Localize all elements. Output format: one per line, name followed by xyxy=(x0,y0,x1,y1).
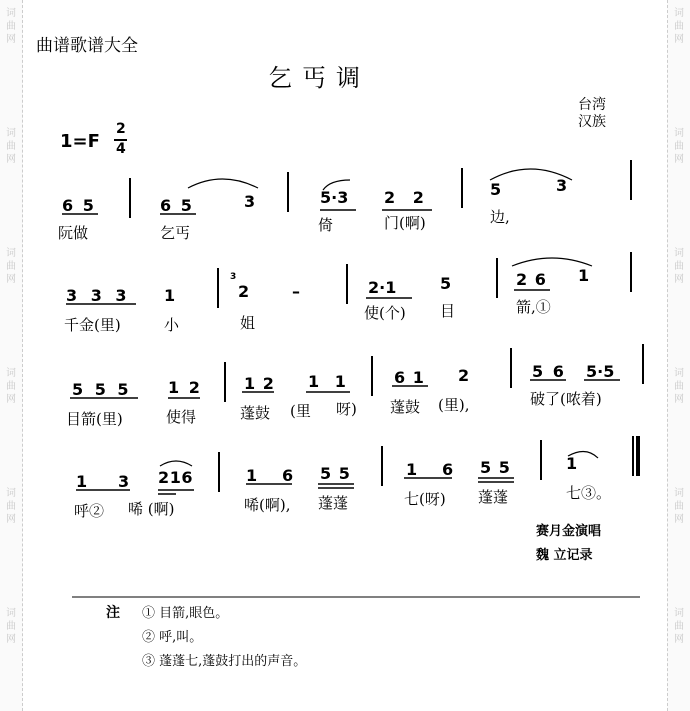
lyric: 目 xyxy=(440,302,456,320)
recorder-credit: 魏 立记录 xyxy=(536,548,593,563)
lyric: 小 xyxy=(164,316,180,334)
bar-line xyxy=(540,440,542,480)
lyric: 呀) xyxy=(336,400,357,418)
watermark-glyph: 曲 xyxy=(674,501,684,512)
watermark-glyph: 词 xyxy=(6,248,16,259)
footnote-text: 呼,叫。 xyxy=(159,630,203,645)
footnote-item xyxy=(142,650,306,669)
note-group: 1 xyxy=(246,466,258,485)
watermark-glyph: 曲 xyxy=(674,21,684,32)
note-group: 1 1 xyxy=(308,372,346,391)
note-group: 6 5 xyxy=(62,196,94,215)
footnote-item xyxy=(142,626,202,645)
bar-line xyxy=(381,446,383,486)
watermark-glyph: 网 xyxy=(674,394,684,405)
bar-line xyxy=(346,264,348,304)
lyric: 唏(啊), xyxy=(244,496,291,514)
lyric: 倚 xyxy=(318,216,334,234)
watermark-glyph: 曲 xyxy=(6,501,16,512)
watermark-glyph: 词 xyxy=(674,368,684,379)
note-group: 2 xyxy=(238,282,250,301)
note-group: 5 5 xyxy=(320,464,350,483)
watermark-glyph: 曲 xyxy=(6,621,16,632)
watermark-glyph: 词 xyxy=(674,248,684,259)
watermark-glyph: 网 xyxy=(6,514,16,525)
time-signature-bottom: 4 xyxy=(116,141,126,157)
watermark-glyph: 词 xyxy=(6,488,16,499)
lyric: 蓬鼓 xyxy=(240,404,271,422)
note-group: 6 1 xyxy=(394,368,424,387)
lyric: 门(啊) xyxy=(384,214,426,232)
singer-credit: 赛月金演唱 xyxy=(536,524,602,539)
note-group: 2·1 xyxy=(368,278,397,297)
bar-line xyxy=(461,168,463,208)
watermark-glyph: 网 xyxy=(674,274,684,285)
bar-line xyxy=(642,344,644,384)
note-group: 5·5 xyxy=(586,362,615,381)
lyric: 蓬蓬 xyxy=(478,488,509,506)
lyric: 七③。 xyxy=(566,484,612,502)
watermark-glyph: 曲 xyxy=(674,381,684,392)
lyric: 唏 (啊) xyxy=(128,500,175,518)
lyric: 蓬蓬 xyxy=(318,494,349,512)
lyric: 目箭(里) xyxy=(66,410,123,428)
lyric: 七(呀) xyxy=(404,490,446,508)
origin-region: 台湾 xyxy=(578,97,606,113)
watermark-glyph: 词 xyxy=(674,128,684,139)
footnote-text: 蓬蓬七,蓬鼓打出的声音。 xyxy=(159,654,307,669)
note-group: 1 2 xyxy=(244,374,274,393)
watermark-glyph: 词 xyxy=(674,608,684,619)
lyric: 破了(哝着) xyxy=(530,390,602,408)
watermark-glyph: 曲 xyxy=(6,261,16,272)
bar-line xyxy=(496,258,498,298)
lyric: 使(个) xyxy=(364,304,406,322)
watermark-glyph: 词 xyxy=(674,8,684,19)
watermark-glyph: 网 xyxy=(6,394,16,405)
watermark-glyph: 词 xyxy=(6,128,16,139)
note-group: 2 2 xyxy=(384,188,424,207)
note-group: 6 xyxy=(442,460,454,479)
lyric: 箭,① xyxy=(516,298,551,316)
note-group: 6 xyxy=(282,466,294,485)
watermark-glyph: 网 xyxy=(6,274,16,285)
footnote-label: 注 xyxy=(106,605,120,621)
bar-line xyxy=(371,356,373,396)
lyric: 呼② xyxy=(74,502,105,520)
footnote-marker: ① xyxy=(142,606,156,621)
watermark-glyph: 网 xyxy=(6,154,16,165)
watermark-glyph: 网 xyxy=(674,634,684,645)
lyric: 蓬鼓 xyxy=(390,398,421,416)
note-group: 5 6 xyxy=(532,362,564,381)
note-group: 5·3 xyxy=(320,188,349,207)
note-group: 3 xyxy=(556,176,568,195)
song-title: 乞丐调 xyxy=(268,64,370,92)
watermark-glyph: 网 xyxy=(674,514,684,525)
site-name: 曲谱歌谱大全 xyxy=(36,36,138,56)
bar-line xyxy=(510,348,512,388)
footnote-item xyxy=(142,602,228,621)
watermark-glyph: 曲 xyxy=(674,621,684,632)
watermark-glyph: 网 xyxy=(674,34,684,45)
bar-line xyxy=(287,172,289,212)
slur xyxy=(188,179,258,188)
key-signature: 1=F xyxy=(60,131,100,152)
bar-line xyxy=(218,452,220,492)
note-group: 3 xyxy=(118,472,130,491)
watermark-glyph: 曲 xyxy=(6,381,16,392)
lyric: (里 xyxy=(290,402,311,420)
note-group: 3 3 3 xyxy=(66,286,127,305)
note-group: 3 xyxy=(244,192,256,211)
note-group: 5 xyxy=(440,274,452,293)
watermark-glyph: 词 xyxy=(6,608,16,619)
lyric: 千金(里) xyxy=(64,316,121,334)
note-group: 2 1 6 xyxy=(158,468,192,487)
note-group: 6 5 xyxy=(160,196,192,215)
watermark-glyph: 曲 xyxy=(6,141,16,152)
note-group: 1 xyxy=(164,286,176,305)
bar-line xyxy=(630,160,632,200)
lyric: 使得 xyxy=(166,408,197,426)
lyric: 阮做 xyxy=(58,224,89,242)
footnote-text: 目箭,眼色。 xyxy=(159,606,229,621)
note-group: 1 xyxy=(76,472,88,491)
bar-line xyxy=(632,436,634,476)
slur xyxy=(512,258,592,266)
bar-line xyxy=(630,252,632,292)
note-group: 1 2 xyxy=(168,378,200,397)
time-signature-top: 2 xyxy=(116,121,126,137)
watermark-glyph: 词 xyxy=(674,488,684,499)
origin-ethnicity: 汉族 xyxy=(578,114,606,130)
note-group: 5 5 xyxy=(480,458,510,477)
note-group: 1 xyxy=(566,454,578,473)
bar-line xyxy=(217,268,219,308)
grace-note: 3 xyxy=(230,272,237,282)
watermark-glyph: 曲 xyxy=(674,261,684,272)
note-group: 5 5 5 xyxy=(72,380,129,399)
watermark-glyph: 曲 xyxy=(6,21,16,32)
lyric: (里), xyxy=(438,396,470,414)
final-bar-line xyxy=(636,436,640,476)
watermark-glyph: 曲 xyxy=(674,141,684,152)
bar-line xyxy=(129,178,131,218)
watermark-glyph: 网 xyxy=(6,34,16,45)
lyric: 边, xyxy=(490,208,510,226)
note-group: 1 xyxy=(578,266,590,285)
watermark-glyph: 词 xyxy=(6,8,16,19)
note-group: – xyxy=(292,282,300,301)
note-group: 2 6 xyxy=(516,270,546,289)
watermark-glyph: 网 xyxy=(6,634,16,645)
note-group: 5 xyxy=(490,180,502,199)
watermark-glyph: 词 xyxy=(6,368,16,379)
note-group: 2 xyxy=(458,366,470,385)
lyric: 乞丐 xyxy=(160,224,191,242)
footnote-marker: ③ xyxy=(142,654,156,669)
footnote-marker: ② xyxy=(142,630,156,645)
lyric: 姐 xyxy=(240,314,256,332)
bar-line xyxy=(224,362,226,402)
watermark-glyph: 网 xyxy=(674,154,684,165)
note-group: 1 xyxy=(406,460,418,479)
slur xyxy=(160,461,192,466)
